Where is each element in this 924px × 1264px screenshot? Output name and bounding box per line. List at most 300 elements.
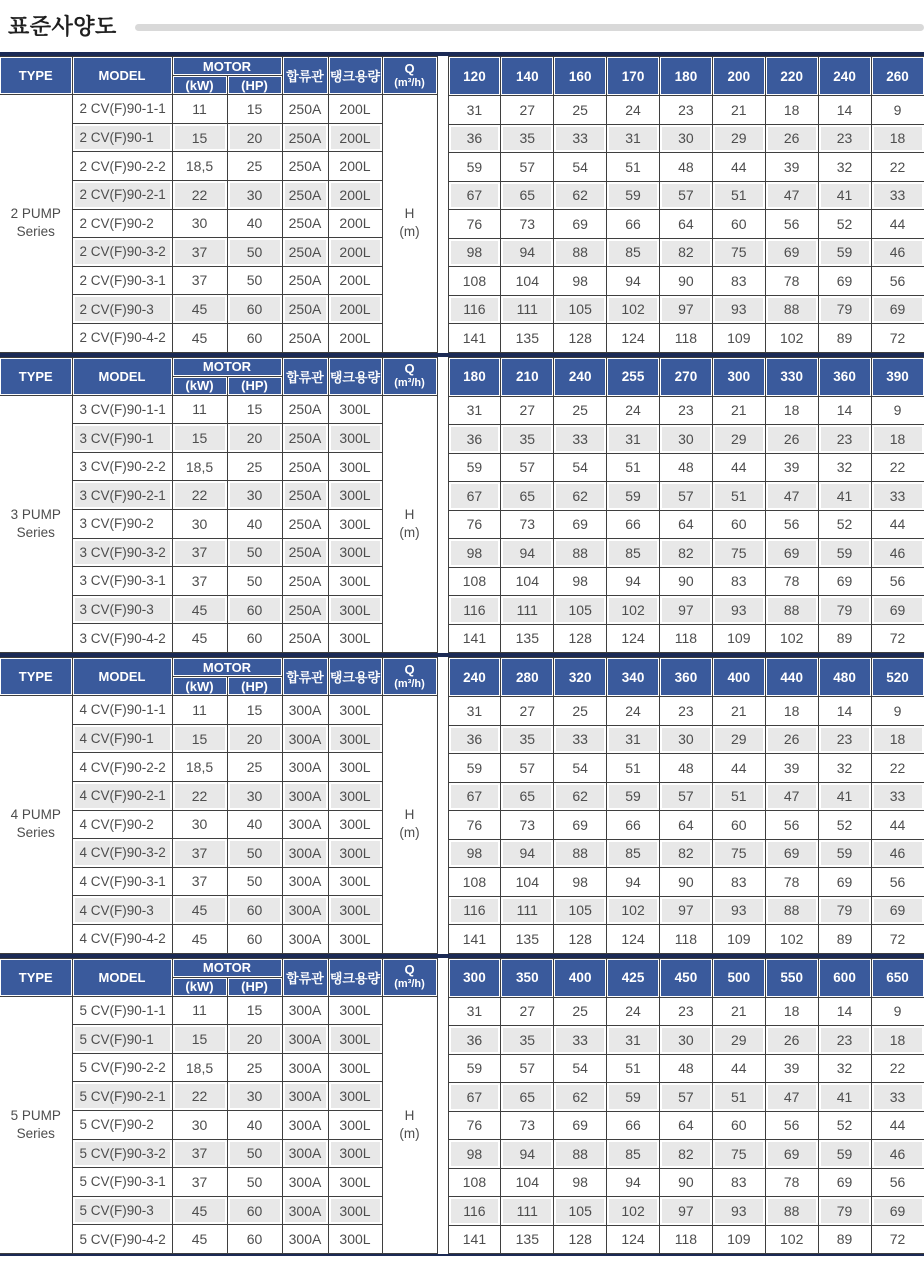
kw-cell: 30 (172, 209, 227, 238)
head-value-cell: 52 (818, 1111, 871, 1140)
head-value-cell: 57 (501, 1054, 554, 1083)
hp-cell: 25 (227, 452, 282, 481)
hp-cell: 50 (227, 1168, 282, 1197)
head-value-cell: 76 (448, 510, 501, 539)
flow-col-header: 390 (871, 357, 924, 396)
flow-col-header: 480 (818, 658, 871, 697)
head-value-cell: 22 (871, 153, 924, 182)
head-value-cell: 56 (765, 210, 818, 239)
hp-cell: 40 (227, 810, 282, 839)
flow-head-table (448, 357, 924, 654)
head-value-cell: 104 (501, 868, 554, 897)
head-value-cell: 116 (448, 295, 501, 324)
head-value-cell: 51 (607, 1054, 660, 1083)
junction-pipe-cell: 250A (282, 395, 328, 424)
head-value-cell: 88 (554, 539, 607, 568)
head-value-cell: 104 (501, 567, 554, 596)
model-cell: 4 CV(F)90-3-1 (72, 867, 172, 896)
hp-cell: 60 (227, 323, 282, 352)
head-value-cell: 64 (660, 811, 713, 840)
model-cell: 4 CV(F)90-3-2 (72, 839, 172, 868)
head-value-cell: 41 (818, 482, 871, 511)
head-value-cell: 23 (818, 425, 871, 454)
kw-cell: 30 (172, 510, 227, 539)
q-label: Q (404, 361, 415, 377)
head-value-cell: 118 (660, 925, 713, 954)
head-value-cell: 67 (448, 1083, 501, 1112)
head-value-cell: 18 (765, 96, 818, 125)
flow-col-header: 160 (554, 57, 607, 96)
head-value-cell: 69 (818, 1168, 871, 1197)
head-value-cell: 124 (607, 1225, 660, 1254)
junction-pipe-cell: 300A (282, 753, 328, 782)
head-value-cell: 32 (818, 453, 871, 482)
head-value-cell: 33 (554, 725, 607, 754)
junction-pipe-header: 합류관 (282, 658, 328, 696)
flow-q-header (382, 658, 437, 696)
head-value-cell: 54 (554, 754, 607, 783)
kw-cell: 45 (172, 624, 227, 653)
model-cell: 5 CV(F)90-2-2 (72, 1053, 172, 1082)
head-value-cell: 88 (765, 295, 818, 324)
junction-pipe-cell: 250A (282, 152, 328, 181)
head-value-cell: 30 (660, 124, 713, 153)
flow-head-table (448, 958, 924, 1255)
junction-pipe-header: 합류관 (282, 958, 328, 996)
head-value-cell: 26 (765, 425, 818, 454)
hp-header: (HP) (227, 977, 282, 996)
flow-col-header: 500 (712, 958, 765, 997)
head-value-cell: 94 (607, 567, 660, 596)
tank-capacity-cell: 300L (328, 538, 382, 567)
head-value-cell: 33 (871, 181, 924, 210)
model-cell: 3 CV(F)90-2-1 (72, 481, 172, 510)
kw-cell: 45 (172, 595, 227, 624)
head-value-cell: 79 (818, 896, 871, 925)
head-value-cell: 141 (448, 1225, 501, 1254)
head-value-cell: 94 (607, 868, 660, 897)
head-value-cell: 31 (448, 396, 501, 425)
head-value-cell: 83 (712, 267, 765, 296)
head-value-cell: 79 (818, 1197, 871, 1226)
head-value-cell: 104 (501, 1168, 554, 1197)
hp-cell: 50 (227, 839, 282, 868)
flow-col-header: 180 (660, 57, 713, 96)
hp-cell: 25 (227, 753, 282, 782)
head-value-cell: 21 (712, 997, 765, 1026)
head-value-cell: 44 (871, 1111, 924, 1140)
hp-cell: 50 (227, 538, 282, 567)
head-value-cell: 94 (501, 1140, 554, 1169)
h-unit-label: (m) (399, 1125, 420, 1141)
left-spec-table (0, 56, 438, 353)
hp-cell: 40 (227, 510, 282, 539)
head-value-cell: 51 (607, 453, 660, 482)
hp-cell: 30 (227, 781, 282, 810)
head-value-cell: 118 (660, 1225, 713, 1254)
hp-cell: 60 (227, 924, 282, 953)
head-value-cell: 94 (501, 238, 554, 267)
head-value-cell: 24 (607, 997, 660, 1026)
head-value-cell: 97 (660, 596, 713, 625)
hp-header: (HP) (227, 76, 282, 95)
head-value-cell: 24 (607, 96, 660, 125)
head-value-cell: 89 (818, 925, 871, 954)
head-value-cell: 79 (818, 295, 871, 324)
head-value-cell: 75 (712, 839, 765, 868)
tank-capacity-header: 탱크용량 (328, 658, 382, 696)
head-value-cell: 67 (448, 482, 501, 511)
left-spec-table (0, 958, 438, 1255)
model-cell: 4 CV(F)90-2-2 (72, 753, 172, 782)
head-value-cell: 67 (448, 782, 501, 811)
head-value-cell: 104 (501, 267, 554, 296)
junction-pipe-cell: 250A (282, 424, 328, 453)
series-name: 3 PUMP (10, 506, 61, 522)
flow-col-header: 220 (765, 57, 818, 96)
kw-cell: 37 (172, 839, 227, 868)
head-value-cell: 66 (607, 210, 660, 239)
head-value-cell: 97 (660, 295, 713, 324)
model-cell: 3 CV(F)90-1 (72, 424, 172, 453)
hp-cell: 60 (227, 295, 282, 324)
head-unit-cell (382, 696, 437, 953)
motor-header: MOTOR (172, 57, 282, 76)
kw-cell: 22 (172, 1082, 227, 1111)
head-value-cell: 105 (554, 295, 607, 324)
head-value-cell: 39 (765, 1054, 818, 1083)
model-cell: 2 CV(F)90-3-2 (72, 238, 172, 267)
flow-head-table (448, 657, 924, 954)
head-value-cell: 128 (554, 925, 607, 954)
flow-col-header: 270 (660, 357, 713, 396)
head-value-cell: 48 (660, 153, 713, 182)
junction-pipe-cell: 250A (282, 180, 328, 209)
series-name: 4 PUMP (10, 807, 61, 823)
tank-capacity-cell: 200L (328, 323, 382, 352)
q-unit-label: (m³/h) (394, 978, 425, 991)
head-value-cell: 56 (871, 868, 924, 897)
head-value-cell: 47 (765, 1083, 818, 1112)
head-value-cell: 26 (765, 725, 818, 754)
type-header: TYPE (0, 357, 72, 395)
junction-pipe-cell: 250A (282, 266, 328, 295)
page-title: 표준사양도 (8, 14, 117, 39)
head-value-cell: 52 (818, 210, 871, 239)
head-value-cell: 33 (554, 1026, 607, 1055)
hp-cell: 20 (227, 1025, 282, 1054)
junction-pipe-cell: 300A (282, 781, 328, 810)
head-value-cell: 39 (765, 453, 818, 482)
head-value-cell: 135 (501, 1225, 554, 1254)
head-value-cell: 85 (607, 539, 660, 568)
kw-cell: 15 (172, 1025, 227, 1054)
model-cell: 5 CV(F)90-3 (72, 1196, 172, 1225)
series-type-cell (0, 996, 72, 1253)
head-value-cell: 65 (501, 482, 554, 511)
flow-col-header: 330 (765, 357, 818, 396)
tank-capacity-cell: 300L (328, 1082, 382, 1111)
head-value-cell: 39 (765, 153, 818, 182)
head-value-cell: 83 (712, 868, 765, 897)
q-unit-label: (m³/h) (394, 677, 425, 690)
hp-cell: 15 (227, 395, 282, 424)
flow-col-header: 400 (712, 658, 765, 697)
model-cell: 2 CV(F)90-2-1 (72, 180, 172, 209)
model-cell: 3 CV(F)90-3-1 (72, 567, 172, 596)
kw-cell: 15 (172, 123, 227, 152)
block-gap (438, 357, 448, 654)
head-value-cell: 73 (501, 510, 554, 539)
tank-capacity-cell: 300L (328, 1139, 382, 1168)
tank-capacity-cell: 300L (328, 1168, 382, 1197)
tank-capacity-cell: 300L (328, 1196, 382, 1225)
head-value-cell: 54 (554, 453, 607, 482)
junction-pipe-cell: 250A (282, 481, 328, 510)
head-value-cell: 48 (660, 754, 713, 783)
kw-header: (kW) (172, 977, 227, 996)
head-value-cell: 69 (765, 238, 818, 267)
junction-pipe-cell: 250A (282, 123, 328, 152)
kw-cell: 30 (172, 1111, 227, 1140)
block-gap (438, 56, 448, 353)
tank-capacity-cell: 300L (328, 696, 382, 725)
junction-pipe-cell: 300A (282, 1082, 328, 1111)
table-blocks (0, 657, 924, 954)
head-value-cell: 46 (871, 1140, 924, 1169)
head-value-cell: 59 (818, 839, 871, 868)
hp-cell: 50 (227, 867, 282, 896)
head-value-cell: 135 (501, 624, 554, 653)
hp-cell: 60 (227, 624, 282, 653)
hp-cell: 60 (227, 1196, 282, 1225)
head-value-cell: 141 (448, 925, 501, 954)
kw-cell: 37 (172, 567, 227, 596)
kw-cell: 45 (172, 295, 227, 324)
hp-cell: 60 (227, 896, 282, 925)
h-label: H (404, 506, 415, 522)
junction-pipe-cell: 250A (282, 567, 328, 596)
series-type-cell (0, 696, 72, 953)
tank-capacity-cell: 300L (328, 1111, 382, 1140)
head-value-cell: 102 (765, 324, 818, 353)
head-unit-cell (382, 95, 437, 352)
tank-capacity-cell: 200L (328, 152, 382, 181)
head-value-cell: 56 (871, 1168, 924, 1197)
tank-capacity-cell: 300L (328, 624, 382, 653)
motor-header: MOTOR (172, 357, 282, 376)
junction-pipe-cell: 250A (282, 538, 328, 567)
flow-col-header: 450 (660, 958, 713, 997)
head-value-cell: 56 (871, 267, 924, 296)
tank-capacity-cell: 200L (328, 295, 382, 324)
head-value-cell: 36 (448, 425, 501, 454)
flow-col-header: 520 (871, 658, 924, 697)
head-value-cell: 105 (554, 1197, 607, 1226)
head-value-cell: 89 (818, 1225, 871, 1254)
head-value-cell: 27 (501, 697, 554, 726)
flow-col-header: 255 (607, 357, 660, 396)
left-spec-table (0, 357, 438, 654)
head-value-cell: 9 (871, 997, 924, 1026)
head-value-cell: 135 (501, 324, 554, 353)
junction-pipe-cell: 300A (282, 1196, 328, 1225)
head-value-cell: 59 (607, 181, 660, 210)
hp-cell: 40 (227, 1111, 282, 1140)
head-value-cell: 35 (501, 425, 554, 454)
tank-capacity-cell: 300L (328, 567, 382, 596)
head-value-cell: 47 (765, 181, 818, 210)
head-value-cell: 44 (712, 1054, 765, 1083)
head-value-cell: 111 (501, 596, 554, 625)
table-blocks (0, 56, 924, 353)
head-value-cell: 69 (871, 1197, 924, 1226)
head-value-cell: 79 (818, 596, 871, 625)
head-value-cell: 67 (448, 181, 501, 210)
h-label: H (404, 206, 415, 222)
head-value-cell: 69 (554, 510, 607, 539)
head-value-cell: 18 (765, 997, 818, 1026)
head-value-cell: 31 (607, 124, 660, 153)
flow-q-header (382, 958, 437, 996)
flow-col-header: 400 (554, 958, 607, 997)
flow-q-header (382, 57, 437, 95)
head-value-cell: 59 (607, 1083, 660, 1112)
head-value-cell: 83 (712, 567, 765, 596)
kw-cell: 11 (172, 996, 227, 1025)
head-value-cell: 66 (607, 510, 660, 539)
head-value-cell: 76 (448, 210, 501, 239)
head-value-cell: 18 (871, 1026, 924, 1055)
pump-section-4-pump (0, 653, 924, 954)
head-value-cell: 27 (501, 396, 554, 425)
head-value-cell: 102 (607, 896, 660, 925)
q-label: Q (404, 661, 415, 677)
head-value-cell: 60 (712, 1111, 765, 1140)
head-value-cell: 82 (660, 539, 713, 568)
tank-capacity-cell: 200L (328, 180, 382, 209)
hp-cell: 60 (227, 595, 282, 624)
junction-pipe-cell: 300A (282, 1053, 328, 1082)
head-value-cell: 97 (660, 1197, 713, 1226)
head-value-cell: 56 (765, 1111, 818, 1140)
head-value-cell: 23 (660, 96, 713, 125)
hp-cell: 30 (227, 180, 282, 209)
flow-head-table (448, 56, 924, 353)
head-value-cell: 23 (818, 725, 871, 754)
junction-pipe-cell: 300A (282, 924, 328, 953)
kw-cell: 11 (172, 696, 227, 725)
head-value-cell: 69 (554, 210, 607, 239)
head-value-cell: 48 (660, 453, 713, 482)
hp-cell: 20 (227, 123, 282, 152)
flow-q-header (382, 357, 437, 395)
head-value-cell: 41 (818, 181, 871, 210)
flow-col-header: 550 (765, 958, 818, 997)
flow-col-header: 240 (554, 357, 607, 396)
head-value-cell: 90 (660, 868, 713, 897)
head-value-cell: 88 (554, 839, 607, 868)
head-value-cell: 73 (501, 1111, 554, 1140)
flow-col-header: 360 (818, 357, 871, 396)
head-value-cell: 23 (660, 997, 713, 1026)
head-value-cell: 46 (871, 539, 924, 568)
model-cell: 2 CV(F)90-1 (72, 123, 172, 152)
head-value-cell: 69 (765, 539, 818, 568)
head-value-cell: 102 (765, 1225, 818, 1254)
model-header: MODEL (72, 357, 172, 395)
head-value-cell: 22 (871, 453, 924, 482)
head-value-cell: 65 (501, 782, 554, 811)
model-cell: 3 CV(F)90-1-1 (72, 395, 172, 424)
model-cell: 3 CV(F)90-2 (72, 510, 172, 539)
flow-col-header: 650 (871, 958, 924, 997)
kw-cell: 22 (172, 781, 227, 810)
head-value-cell: 93 (712, 596, 765, 625)
model-cell: 5 CV(F)90-3-1 (72, 1168, 172, 1197)
head-value-cell: 51 (712, 1083, 765, 1112)
head-value-cell: 14 (818, 697, 871, 726)
head-value-cell: 59 (607, 782, 660, 811)
tank-capacity-cell: 300L (328, 996, 382, 1025)
head-value-cell: 105 (554, 896, 607, 925)
q-label: Q (404, 962, 415, 978)
head-value-cell: 72 (871, 925, 924, 954)
head-value-cell: 56 (871, 567, 924, 596)
head-value-cell: 57 (501, 153, 554, 182)
junction-pipe-cell: 250A (282, 510, 328, 539)
tank-capacity-cell: 300L (328, 1225, 382, 1254)
head-value-cell: 60 (712, 811, 765, 840)
model-cell: 4 CV(F)90-2-1 (72, 781, 172, 810)
head-value-cell: 32 (818, 153, 871, 182)
head-value-cell: 141 (448, 324, 501, 353)
head-value-cell: 46 (871, 238, 924, 267)
model-cell: 5 CV(F)90-1 (72, 1025, 172, 1054)
head-unit-cell (382, 996, 437, 1253)
series-word: Series (16, 1125, 55, 1141)
h-unit-label: (m) (399, 825, 420, 841)
junction-pipe-cell: 300A (282, 1168, 328, 1197)
model-cell: 4 CV(F)90-1 (72, 724, 172, 753)
head-value-cell: 54 (554, 153, 607, 182)
flow-col-header: 600 (818, 958, 871, 997)
hp-cell: 25 (227, 1053, 282, 1082)
junction-pipe-cell: 300A (282, 1225, 328, 1254)
head-value-cell: 51 (607, 754, 660, 783)
flow-col-header: 210 (501, 357, 554, 396)
flow-col-header: 240 (448, 658, 501, 697)
junction-pipe-cell: 300A (282, 724, 328, 753)
model-cell: 4 CV(F)90-1-1 (72, 696, 172, 725)
head-value-cell: 21 (712, 396, 765, 425)
head-value-cell: 73 (501, 811, 554, 840)
head-value-cell: 31 (607, 425, 660, 454)
head-value-cell: 75 (712, 238, 765, 267)
model-header: MODEL (72, 958, 172, 996)
head-value-cell: 88 (765, 896, 818, 925)
head-value-cell: 64 (660, 210, 713, 239)
head-value-cell: 57 (660, 181, 713, 210)
head-value-cell: 30 (660, 1026, 713, 1055)
flow-col-header: 340 (607, 658, 660, 697)
head-value-cell: 89 (818, 624, 871, 653)
flow-col-header: 240 (818, 57, 871, 96)
head-value-cell: 88 (554, 238, 607, 267)
head-value-cell: 82 (660, 238, 713, 267)
head-value-cell: 59 (448, 1054, 501, 1083)
head-value-cell: 124 (607, 925, 660, 954)
